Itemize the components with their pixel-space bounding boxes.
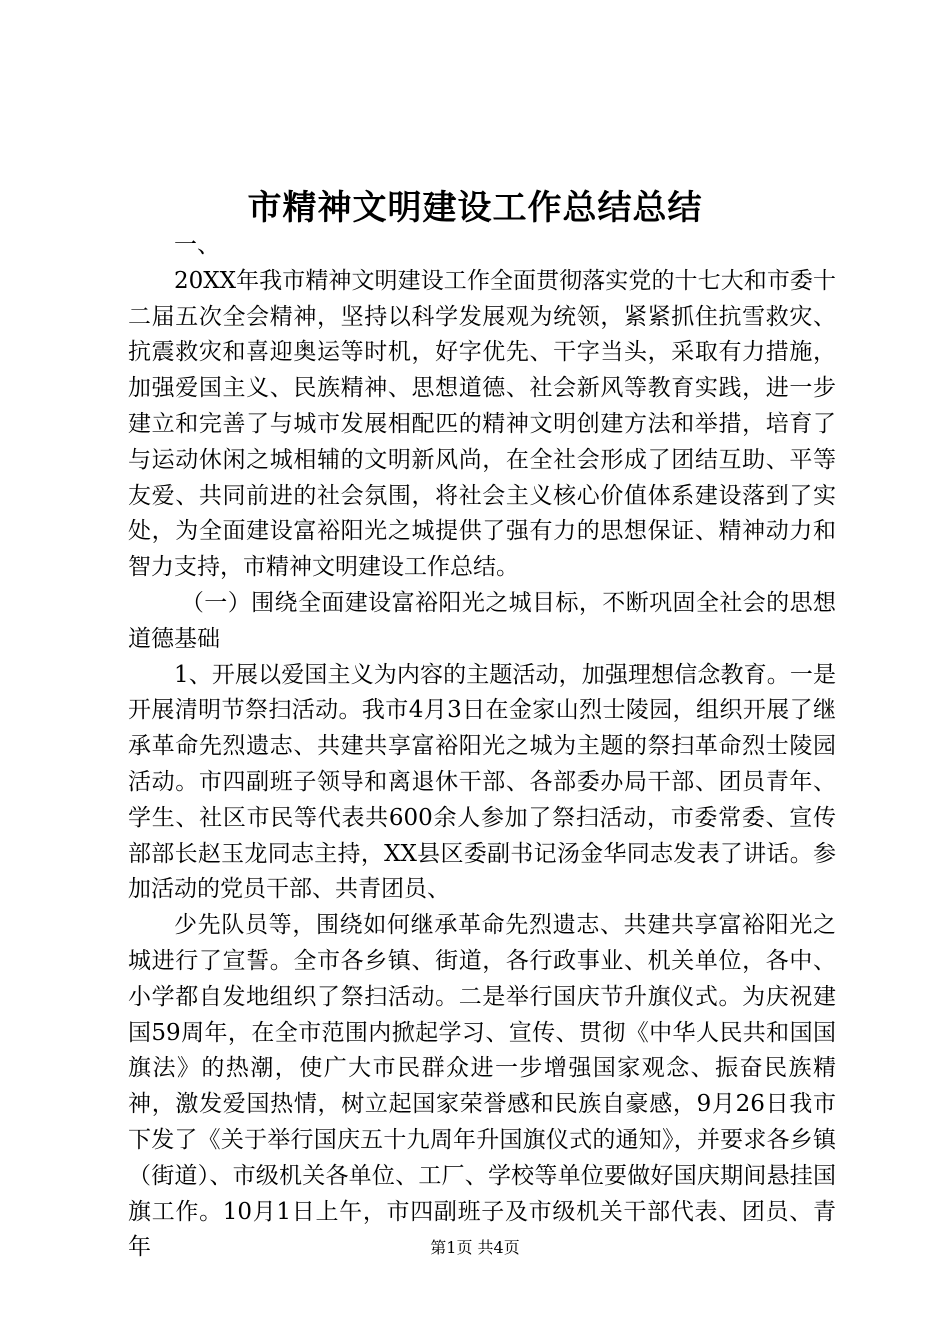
paragraph-item-1: 1、开展以爱国主义为内容的主题活动，加强理想信念教育。一是开展清明节祭扫活动。我市4月3日在金家山烈士陵园，组织开展了继承革命先烈遗志、共建共享富裕阳光之城为主题的祭扫革命烈士陵园活动。市四副班子领导和离退休干部、各部委办局干部、团员青年、学生、社区市民等代表共600余人参加了祭扫活动，市委常委、宣传部部长赵玉龙同志主持，XX县区委副书记汤金华同志发表了讲话。参加活动的党员干部、共青团员、 bbox=[128, 661, 836, 903]
document-body bbox=[128, 228, 836, 1266]
paragraph-subsection-heading: （一）围绕全面建设富裕阳光之城目标，不断巩固全社会的思想道德基础 bbox=[128, 589, 836, 652]
paragraph-section-number: 一、 bbox=[174, 232, 220, 258]
paragraph-intro: 20XX年我市精神文明建设工作全面贯彻落实党的十七大和市委十二届五次全会精神，坚持以科学发展观为统领，紧紧抓住抗雪救灾、抗震救灾和喜迎奥运等时机，好字优先、干字当头，采取有力措施，加强爱国主义、民族精神、思想道德、社会新风等教育实践，进一步建立和完善了与城市发展相配匹的精神文明创建方法和举措，培育了与运动休闲之城相辅的文明新风尚，在全社会形成了团结互助、平等友爱、共同前进的社会氛围，将社会主义核心价值体系建设落到了实处，为全面建设富裕阳光之城提供了强有力的思想保证、精神动力和智力支持，市精神文明建设工作总结。 bbox=[128, 267, 836, 581]
document-title: 市精神文明建设工作总结总结 bbox=[247, 188, 703, 228]
paragraph-item-1-continued: 少先队员等，围绕如何继承革命先烈遗志、共建共享富裕阳光之城进行了宣誓。全市各乡镇、街道，各行政事业、机关单位，各中、小学都自发地组织了祭扫活动。二是举行国庆节升旗仪式。为庆祝建国59周年，在全市范围内掀起学习、宣传、贯彻《中华人民共和国国旗法》的热潮，使广大市民群众进一步增强国家观念、振奋民族精神，激发爱国热情，树立起国家荣誉感和民族自豪感，9月26日我市下发了《关于举行国庆五十九周年升国旗仪式的通知》，并要求各乡镇（街道）、市级机关各单位、工厂、学校等单位要做好国庆期间悬挂国旗工作。10月1日上午，市四副班子及市级机关干部代表、团员、青年 bbox=[128, 912, 836, 1261]
page-footer: 第1页 共4页 bbox=[430, 1238, 520, 1257]
